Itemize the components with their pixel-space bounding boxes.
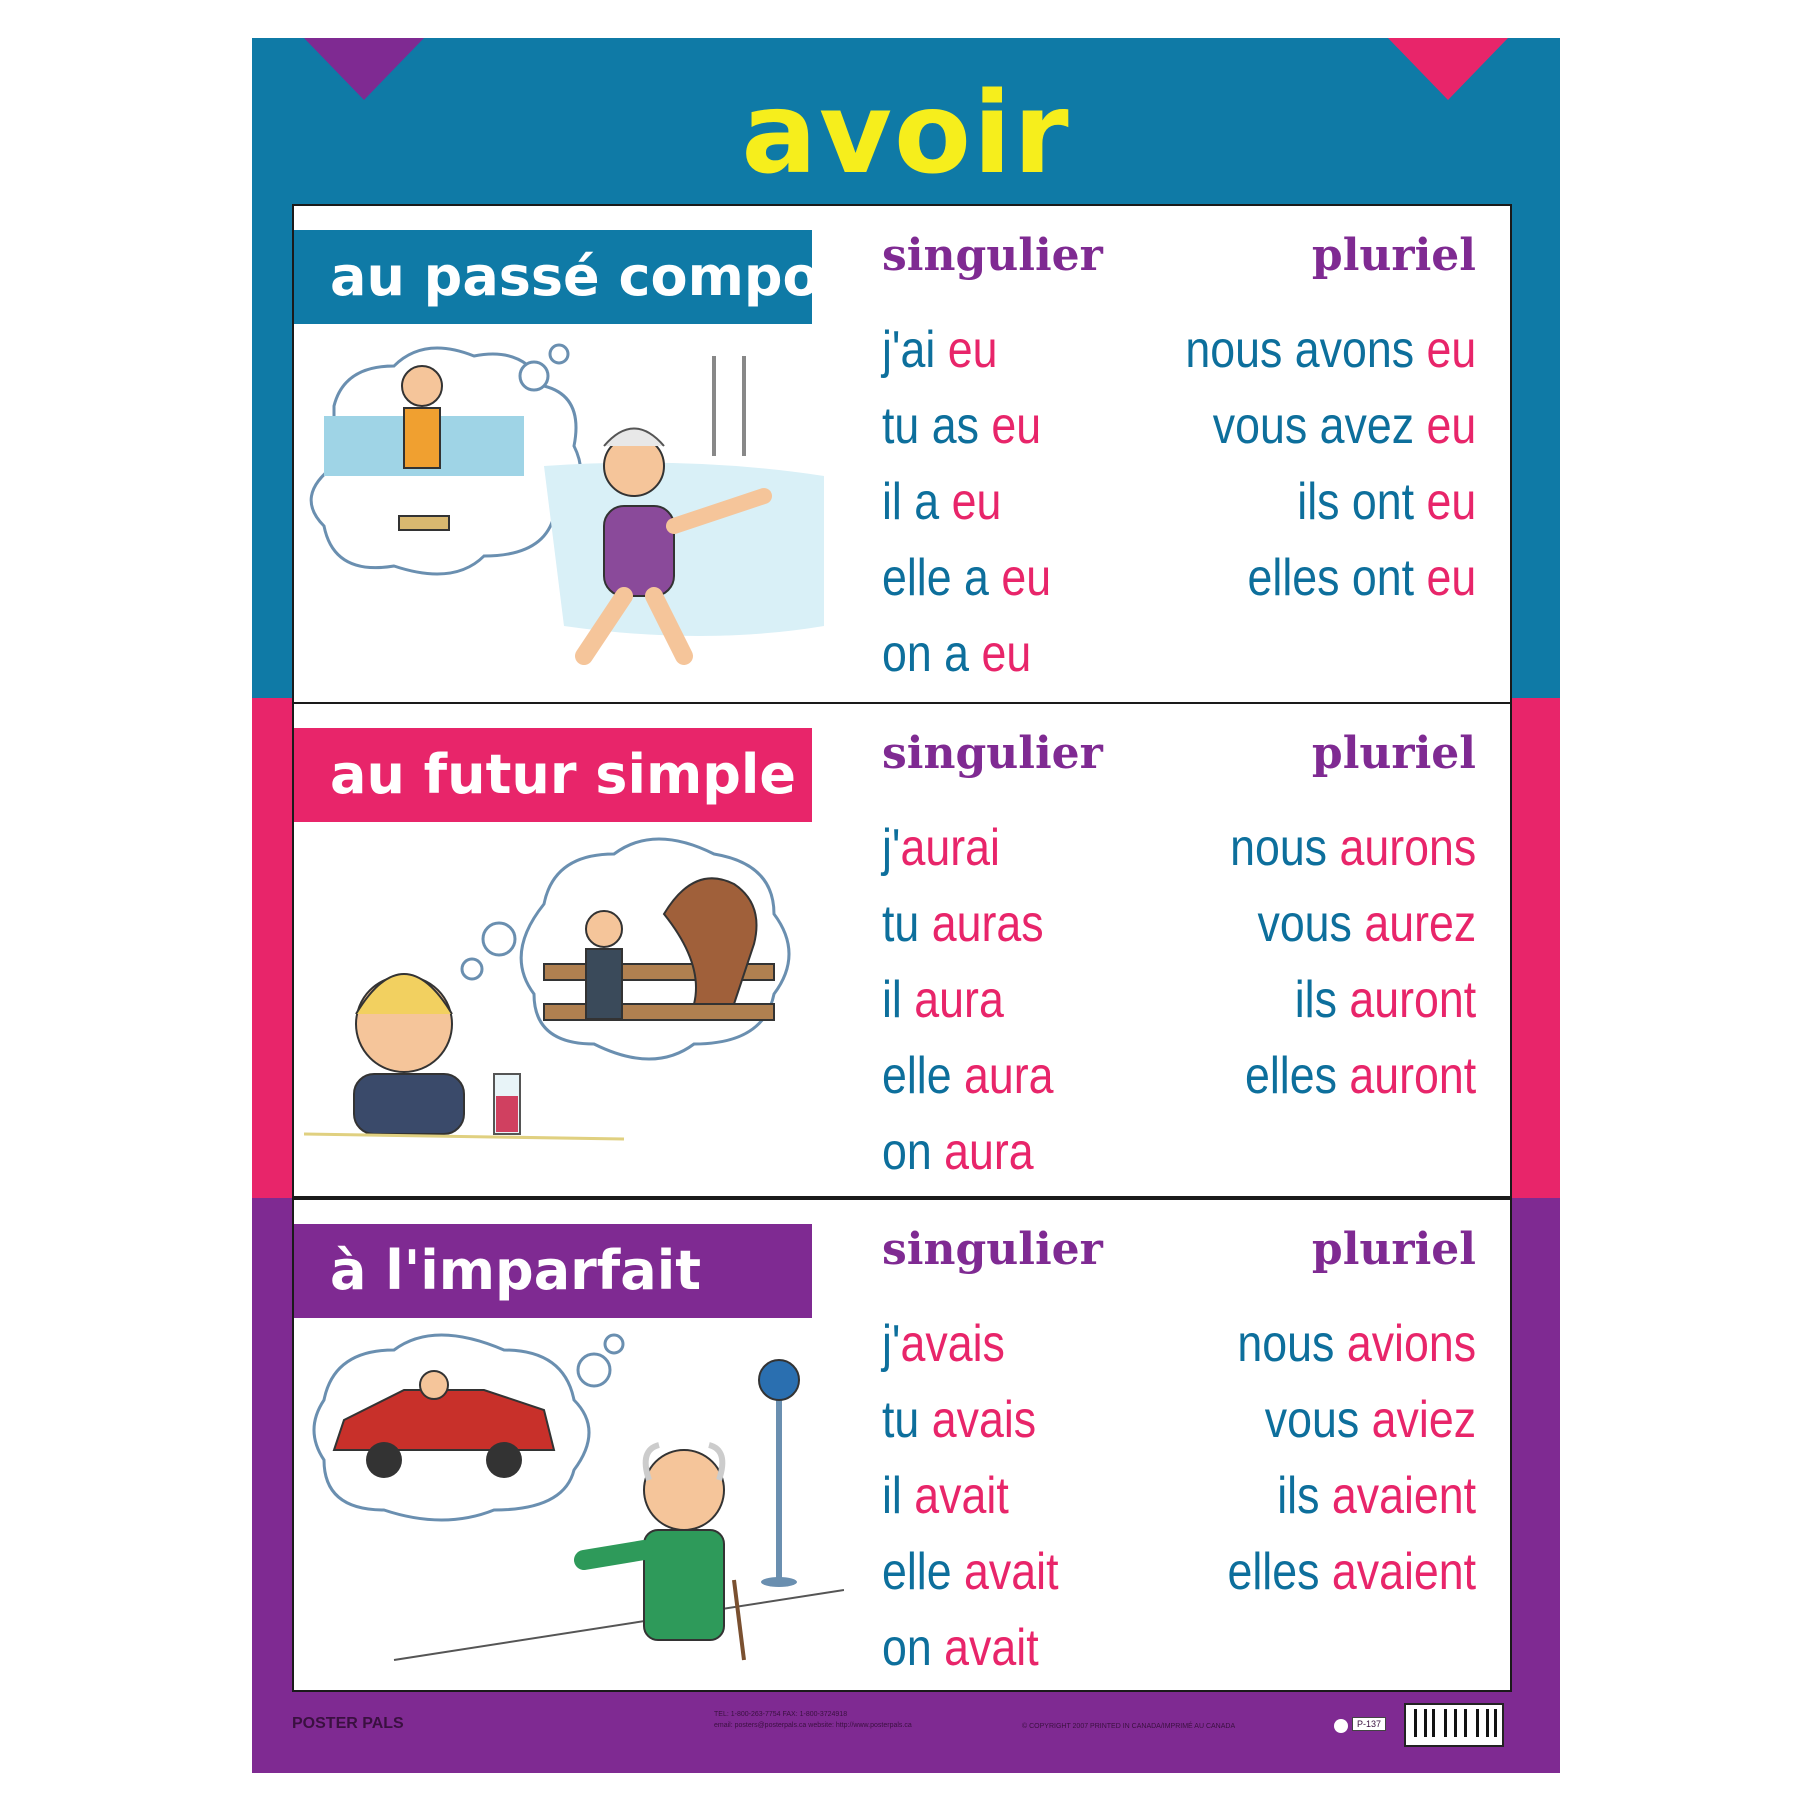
conjugation-row: j'aurai (882, 819, 1000, 877)
tense-label: au futur simple (294, 728, 812, 822)
conjugation-row: elles auront (1244, 1047, 1476, 1105)
singular-header: singulier (882, 230, 1103, 281)
circle-mark-icon (1334, 1719, 1348, 1733)
conjugation-row: elle aura (882, 1047, 1054, 1105)
contact-phone-fax: TEL: 1-800-263-7754 FAX: 1-800-3724918 (714, 1711, 848, 1718)
section-futur-simple (292, 702, 1512, 1198)
conjugation-row: nous avions (1237, 1315, 1476, 1373)
singular-header: singulier (882, 1224, 1103, 1275)
singular-header: singulier (882, 728, 1103, 779)
conjugation-row: tu as eu (882, 397, 1042, 455)
conjugation-row: j'avais (882, 1315, 1005, 1373)
section-passe-compose (292, 204, 1512, 704)
poster-footer (252, 1703, 1560, 1773)
conjugation-row: elle a eu (882, 549, 1052, 607)
product-code: P-137 (1352, 1717, 1386, 1731)
conjugation-row: on avait (882, 1619, 1039, 1677)
section-imparfait (292, 1198, 1512, 1692)
old-man-car-illustration (304, 1330, 844, 1680)
conjugation-row: il aura (882, 971, 1004, 1029)
singular-forms (882, 312, 1079, 692)
conjugation-row: on aura (882, 1123, 1034, 1181)
conjugation-row: il a eu (882, 473, 1002, 531)
conjugation-row: ils auront (1294, 971, 1476, 1029)
conjugation-row: vous aviez (1264, 1391, 1476, 1449)
girl-horse-illustration (304, 834, 844, 1184)
conjugation-row: il avait (882, 1467, 1009, 1525)
plural-forms (1138, 312, 1476, 616)
singular-forms (882, 810, 1081, 1190)
conjugation-row: vous aurez (1257, 895, 1476, 953)
conjugation-row: j'ai eu (882, 321, 998, 379)
plural-header: pluriel (1311, 1224, 1476, 1275)
swimmer-illustration (304, 336, 844, 686)
conjugation-row: elles ont eu (1247, 549, 1476, 607)
conjugation-row: elles avaient (1227, 1543, 1476, 1601)
plural-forms (1187, 1306, 1476, 1610)
conjugation-row: nous avons eu (1185, 321, 1476, 379)
plural-forms (1190, 810, 1476, 1114)
contact-email-website: email: posters@posterpals.ca website: http://www.posterpals.ca (714, 1722, 912, 1729)
plural-header: pluriel (1311, 230, 1476, 281)
tense-label: au passé composé (294, 230, 812, 324)
conjugation-row: tu auras (882, 895, 1044, 953)
singular-forms (882, 1306, 1087, 1686)
poster (252, 38, 1560, 1773)
conjugation-row: vous avez eu (1212, 397, 1476, 455)
poster-title: avoir (741, 69, 1071, 199)
conjugation-row: ils ont eu (1296, 473, 1476, 531)
contact-info (714, 1709, 912, 1731)
tense-label: à l'imparfait (294, 1224, 812, 1318)
conjugation-row: on a eu (882, 625, 1032, 683)
publisher-brand: POSTER PALS (292, 1715, 404, 1732)
conjugation-row: nous aurons (1229, 819, 1476, 877)
conjugation-row: elle avait (882, 1543, 1059, 1601)
conjugation-row: tu avais (882, 1391, 1037, 1449)
plural-header: pluriel (1311, 728, 1476, 779)
barcode-icon (1404, 1703, 1504, 1747)
conjugation-row: ils avaient (1277, 1467, 1476, 1525)
copyright-notice: © COPYRIGHT 2007 PRINTED IN CANADA/IMPRIMÉ AU CANADA (1022, 1723, 1236, 1730)
